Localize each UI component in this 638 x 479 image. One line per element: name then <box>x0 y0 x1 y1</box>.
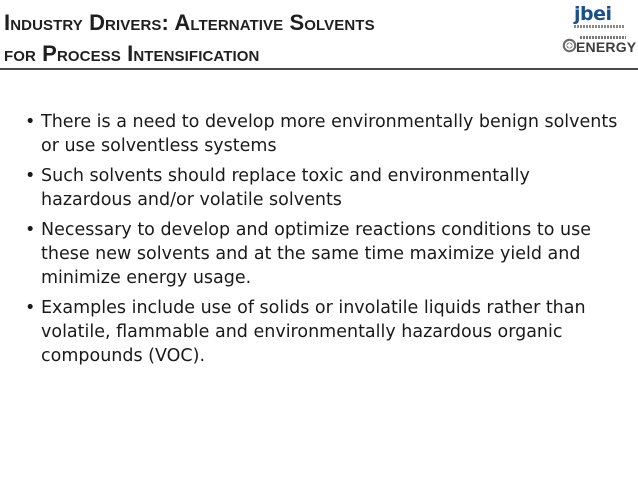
bullet-item <box>25 164 625 212</box>
bullet-item <box>25 296 625 368</box>
bullet-item <box>25 218 625 290</box>
slide-title <box>4 7 375 69</box>
bullet-symbol: • <box>25 220 36 240</box>
bullet-item <box>25 110 625 158</box>
bullet-list <box>25 110 625 374</box>
bullet-symbol: • <box>25 112 36 132</box>
jbei-logo-text: jbei <box>574 3 612 25</box>
bullet-text: Examples include use of solids or involatile liquids rather than volatile, flammable and environmentally hazardous organic compounds (VOC). <box>41 298 586 366</box>
bullet-symbol: • <box>25 298 36 318</box>
logo-area <box>558 3 637 58</box>
doe-seal-icon <box>562 38 577 53</box>
title-line-1: Industry Drivers: Alternative Solvents <box>4 10 375 35</box>
bullet-text: Such solvents should replace toxic and environmentally hazardous and/or volatile solvents <box>41 166 530 210</box>
bullet-symbol: • <box>25 166 36 186</box>
title-divider <box>0 68 638 70</box>
doe-energy-text: ENERGY <box>576 39 637 55</box>
bullet-text: There is a need to develop more environmentally benign solvents or use solventless systems <box>41 112 618 156</box>
jbei-logo-subtitle <box>574 25 624 28</box>
jbei-logo <box>566 3 622 32</box>
title-line-2: for Process Intensification <box>4 41 260 66</box>
bullet-text: Necessary to develop and optimize reactions conditions to use these new solvents and at the same time maximize yield and minimize energy usage. <box>41 220 591 288</box>
doe-energy-logo <box>558 34 637 56</box>
